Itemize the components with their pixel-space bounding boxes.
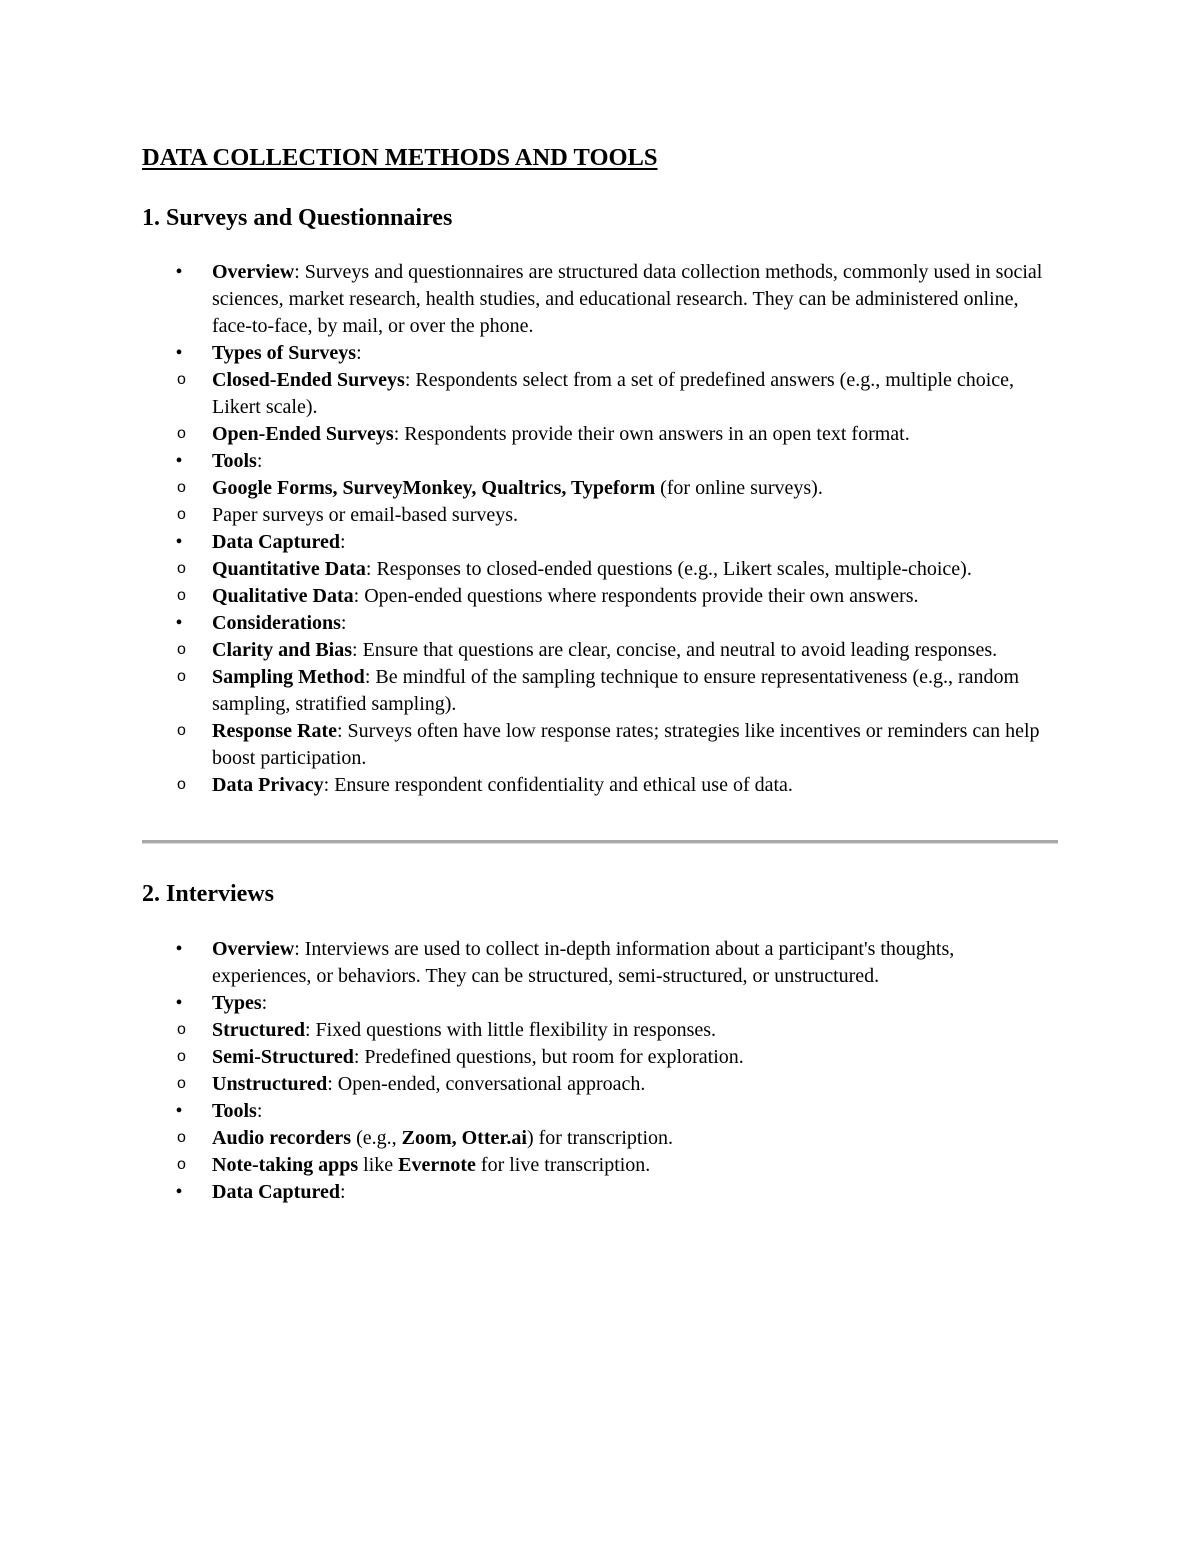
list-item-types [142, 990, 1058, 1098]
circle-bullet-icon: o [177, 776, 186, 793]
item-colon: : [356, 342, 362, 364]
sub-item-text: (e.g., [351, 1127, 402, 1149]
sub-list-item [142, 583, 1058, 610]
sub-item-label: Audio recorders [212, 1127, 352, 1149]
list-item-tools [142, 1098, 1058, 1179]
nested-list-wrap [142, 367, 1058, 448]
sub-list-item [142, 367, 1058, 421]
types-sub-list [142, 1017, 1058, 1098]
item-label: Tools [212, 450, 257, 472]
nested-list-wrap [142, 637, 1058, 799]
item-colon: : [261, 992, 268, 1014]
item-label: Types [212, 992, 262, 1014]
item-label: Overview [212, 938, 295, 960]
bullet-icon: • [175, 450, 183, 472]
sub-item-text: : Predefined questions, but room for exploration. [353, 1046, 744, 1068]
bullet-icon: • [175, 938, 183, 960]
circle-bullet-icon: o [177, 1048, 186, 1065]
tools-sub-list [142, 475, 1058, 529]
bullet-icon: • [175, 342, 183, 364]
list-item-overview [142, 936, 1058, 990]
data-captured-sub-list [142, 556, 1058, 610]
bullet-icon: • [175, 992, 183, 1014]
sub-list-item [142, 1152, 1058, 1179]
nested-list-wrap [142, 1017, 1058, 1098]
sub-item-text: : Ensure respondent confidentiality and ethical use of data. [323, 774, 793, 796]
circle-bullet-icon: o [177, 1021, 186, 1038]
item-colon: : [339, 531, 346, 553]
circle-bullet-icon: o [177, 560, 186, 577]
types-sub-list [142, 367, 1058, 448]
nested-list-wrap [142, 475, 1058, 529]
document-title: DATA COLLECTION METHODS AND TOOLS [142, 144, 658, 171]
circle-bullet-icon: o [177, 1075, 186, 1092]
bullet-icon: • [175, 261, 183, 283]
sub-item-text: : Respondents select from a set of predefined answers (e.g., multiple choice, Likert scale). [212, 369, 1015, 418]
item-colon: : [339, 1181, 346, 1203]
sub-list-item [142, 718, 1058, 772]
bullet-icon: • [175, 531, 183, 553]
sub-item-text: like [358, 1154, 399, 1176]
nested-list-wrap [142, 556, 1058, 610]
sub-item-label: Structured [212, 1019, 305, 1041]
sub-item-text: Paper surveys or email-based surveys. [212, 504, 519, 526]
sub-item-label: Note-taking apps [212, 1154, 359, 1176]
horizontal-rule [142, 840, 1058, 844]
sub-item-text: ) for transcription. [526, 1127, 674, 1149]
document-page [142, 140, 1058, 1206]
sub-item-text: : Be mindful of the sampling technique to ensure representativeness (e.g., random sampling, stratified sampling). [212, 666, 1020, 715]
sub-item-label: Sampling Method [212, 666, 365, 688]
sub-item-text: : Open-ended, conversational approach. [327, 1073, 646, 1095]
sub-item-label: Quantitative Data [212, 558, 366, 580]
sub-item-text: : Fixed questions with little flexibility in responses. [304, 1019, 717, 1041]
sub-list-item [142, 637, 1058, 664]
item-colon: : [256, 450, 263, 472]
sub-list-item [142, 475, 1058, 502]
sub-item-label: Google Forms, SurveyMonkey, Qualtrics, Typeform [212, 477, 656, 499]
circle-bullet-icon: o [177, 506, 186, 523]
sub-item-label: Evernote [398, 1154, 476, 1176]
sub-list-item [142, 556, 1058, 583]
list-item-data-captured [142, 529, 1058, 610]
circle-bullet-icon: o [177, 425, 186, 442]
sub-list-item [142, 772, 1058, 799]
sub-item-label: Unstructured [212, 1073, 328, 1095]
sub-item-label: Clarity and Bias [212, 639, 353, 661]
item-label: Tools [212, 1100, 257, 1122]
sub-list-item [142, 421, 1058, 448]
circle-bullet-icon: o [177, 1129, 186, 1146]
list-item-overview [142, 259, 1058, 340]
bullet-icon: • [175, 1100, 183, 1122]
circle-bullet-icon: o [177, 479, 186, 496]
sub-item-label: Open-Ended Surveys [212, 423, 394, 445]
item-colon: : [340, 612, 347, 634]
sub-list-item [142, 1017, 1058, 1044]
tools-sub-list [142, 1125, 1058, 1179]
circle-bullet-icon: o [177, 1156, 186, 1173]
circle-bullet-icon: o [177, 668, 186, 685]
sub-item-text: : Open-ended questions where respondents provide their own answers. [353, 585, 919, 607]
item-label: Data Captured [212, 531, 340, 553]
sub-list-item [142, 1071, 1058, 1098]
item-text: : Surveys and questionnaires are structured data collection methods, commonly used in social sciences, market research, health studies, and educational research. They can be administered online, face-to-face, by mail, or over the phone. [212, 261, 1043, 337]
nested-list-wrap [142, 1125, 1058, 1179]
list-item-types-of-surveys [142, 340, 1058, 448]
sub-list-item [142, 1125, 1058, 1152]
bullet-icon: • [175, 1181, 183, 1203]
considerations-sub-list [142, 637, 1058, 799]
sub-item-text: : Ensure that questions are clear, concise, and neutral to avoid leading responses. [352, 639, 998, 661]
surveys-bullet-list [142, 259, 1058, 799]
interviews-bullet-list [142, 936, 1058, 1206]
sub-item-label: Semi-Structured [212, 1046, 354, 1068]
sub-item-label: Zoom, Otter.ai [401, 1127, 527, 1149]
circle-bullet-icon: o [177, 641, 186, 658]
sub-item-label: Closed-Ended Surveys [212, 369, 405, 391]
sub-item-text: (for online surveys). [655, 477, 823, 499]
item-label: Types of Surveys [212, 342, 357, 364]
sub-list-item [142, 1044, 1058, 1071]
item-label: Data Captured [212, 1181, 340, 1203]
sub-list-item [142, 664, 1058, 718]
list-item-data-captured [142, 1179, 1058, 1206]
sub-item-text: : Surveys often have low response rates; strategies like incentives or reminders can help boost participation. [212, 720, 1040, 769]
circle-bullet-icon: o [177, 371, 186, 388]
sub-list-item [142, 502, 1058, 529]
item-text: : Interviews are used to collect in-depth information about a participant's thoughts, experiences, or behaviors. They can be structured, semi-structured, or unstructured. [212, 938, 955, 987]
item-label: Overview [212, 261, 295, 283]
circle-bullet-icon: o [177, 722, 186, 739]
sub-item-label: Response Rate [212, 720, 337, 742]
section-heading-surveys: 1. Surveys and Questionnaires [142, 205, 453, 231]
list-item-tools [142, 448, 1058, 529]
item-label: Considerations [212, 612, 341, 634]
sub-item-text: : Responses to closed-ended questions (e.g., Likert scales, multiple-choice). [365, 558, 972, 580]
sub-item-text: : Respondents provide their own answers in an open text format. [393, 423, 910, 445]
section-heading-interviews: 2. Interviews [142, 881, 274, 907]
circle-bullet-icon: o [177, 587, 186, 604]
list-item-considerations [142, 610, 1058, 799]
bullet-icon: • [175, 612, 183, 634]
sub-item-label: Data Privacy [212, 774, 324, 796]
item-colon: : [256, 1100, 263, 1122]
sub-item-text: for live transcription. [475, 1154, 651, 1176]
sub-item-label: Qualitative Data [212, 585, 354, 607]
